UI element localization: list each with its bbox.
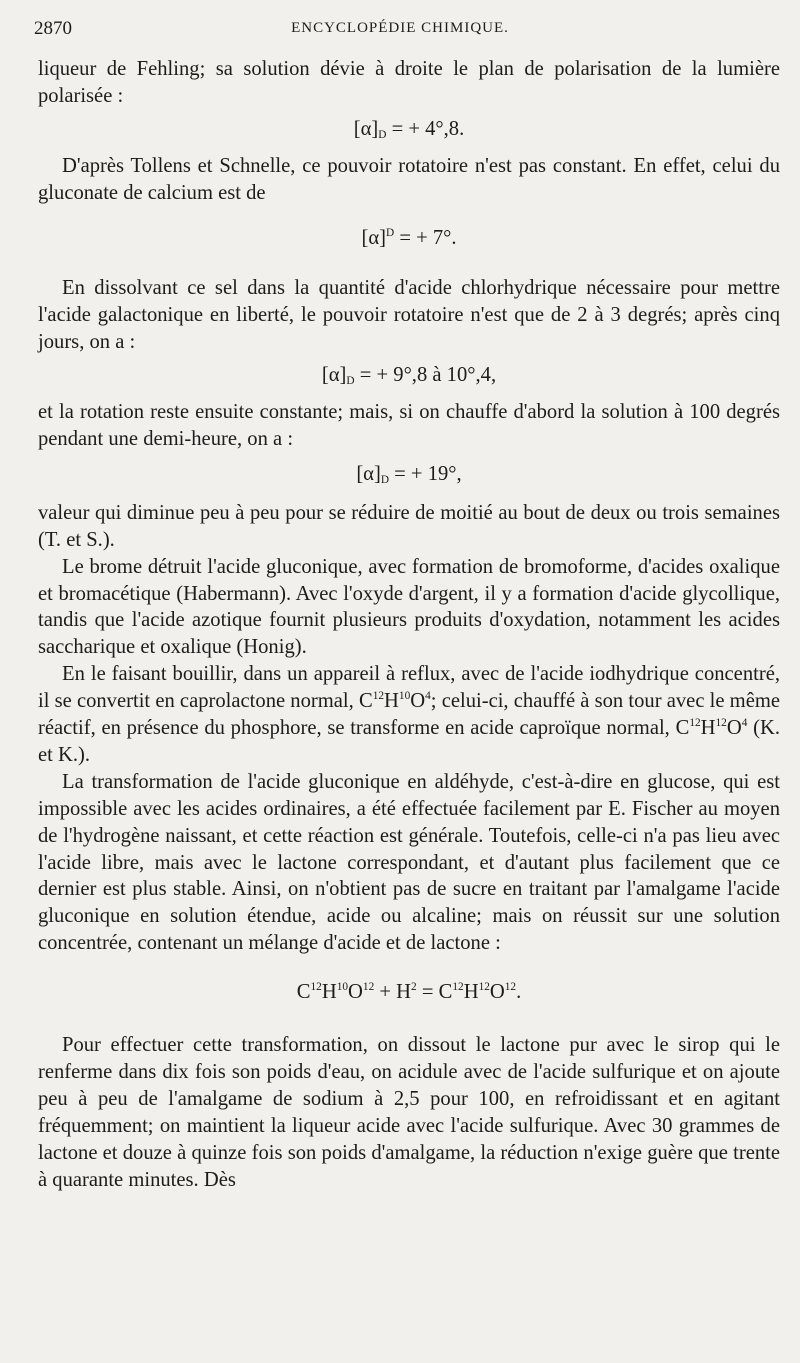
formula-4: $[\alpha]_D$ = + 19°,	[356, 462, 462, 486]
paragraph-2: D'après Tollens et Schnelle, ce pouvoir rotatoire n'est pas constant. En effet, celui du gluconate de calcium est de	[38, 154, 780, 204]
running-title: ENCYCLOPÉDIE CHIMIQUE.	[291, 20, 509, 36]
paragraph-7: En le faisant bouillir, dans un appareil à reflux, avec de l'acide iodhydrique concentré, il se convertit en caprolactone normal, $C^{12}H^{10}O^4$; celui-ci, chauffé à son tour avec le même réactif, en présence du phosphore, se transforme en acide caproïque normal, $C^{12}H^{12}O^4$ (K. et K.).	[38, 663, 780, 766]
paragraph-3: En dissolvant ce sel dans la quantité d'acide chlorhydrique nécessaire pour mettre l'acide galactonique en liberté, le pouvoir rotatoire n'est que de 2 à 3 degrés; après cinq jours, on a :	[38, 277, 780, 354]
page-header	[34, 18, 766, 44]
paragraph-9: Pour effectuer cette transformation, on dissout le lactone pur avec le sirop qui le renferme dans dix fois son poids d'eau, on acidule avec de l'acide sulfurique et on ajoute peu à peu de l'amalgame de sodium à 2,5 pour 100, en refroidissant et en agitant fréquemment; on maintient la liqueur acide avec l'acide sulfurique. Avec 30 grammes de lactone et douze à quinze fois son poids d'amalgame, la réduction n'exige guère que trente à quarante minutes. Dès	[38, 1034, 780, 1191]
paragraph-5: valeur qui diminue peu à peu pour se réduire de moitié au bout de deux ou trois semaines (T. et S.).	[38, 501, 780, 551]
formula-3: $[\alpha]_D$ = + 9°,8 à 10°,4,	[321, 364, 497, 387]
formula-1: $[\alpha]_D$ = + 4°,8.	[353, 117, 465, 141]
formula-5: $C^{12}H^{10}O^{12} + H^2 = C^{12}H^{12}O^{12}$.	[296, 981, 522, 1004]
formula-2: $[\alpha]^D$ = + 7°.	[361, 226, 457, 249]
page-number: 2870	[34, 18, 72, 39]
paragraph-1: liqueur de Fehling; sa solution dévie à droite le plan de polarisation de la lumière polarisée :	[38, 58, 780, 107]
paragraph-8: La transformation de l'acide gluconique en aldéhyde, c'est-à-dire en glucose, qui est impossible avec les acides ordinaires, a été effectuée facilement par E. Fischer au moyen de l'hydrogène naissant, et cette réaction est générale. Toutefois, celle-ci n'a pas lieu avec l'acide libre, mais avec le lactone correspondant, et d'autant plus facilement que ce dernier est plus stable. Ainsi, on n'obtient pas de sucre en traitant par l'amalgame l'acide gluconique en solution étendue, acide ou alcaline; mais on réussit sur une solution concentrée, contenant un mélange d'acide et de lactone :	[38, 770, 780, 955]
paragraph-6: Le brome détruit l'acide gluconique, avec formation de bromoforme, d'acides oxalique et bromacétique (Habermann). Avec l'oxyde d'argent, il y a formation d'acide glycollique, tandis que l'acide azotique fournit plusieurs produits d'oxydation, notamment les acides saccharique et oxalique (Honig).	[38, 555, 780, 659]
page-body	[38, 56, 780, 1194]
paragraph-4: et la rotation reste ensuite constante; mais, si on chauffe d'abord la solution à 100 degrés pendant une demi-heure, on a :	[38, 401, 780, 450]
